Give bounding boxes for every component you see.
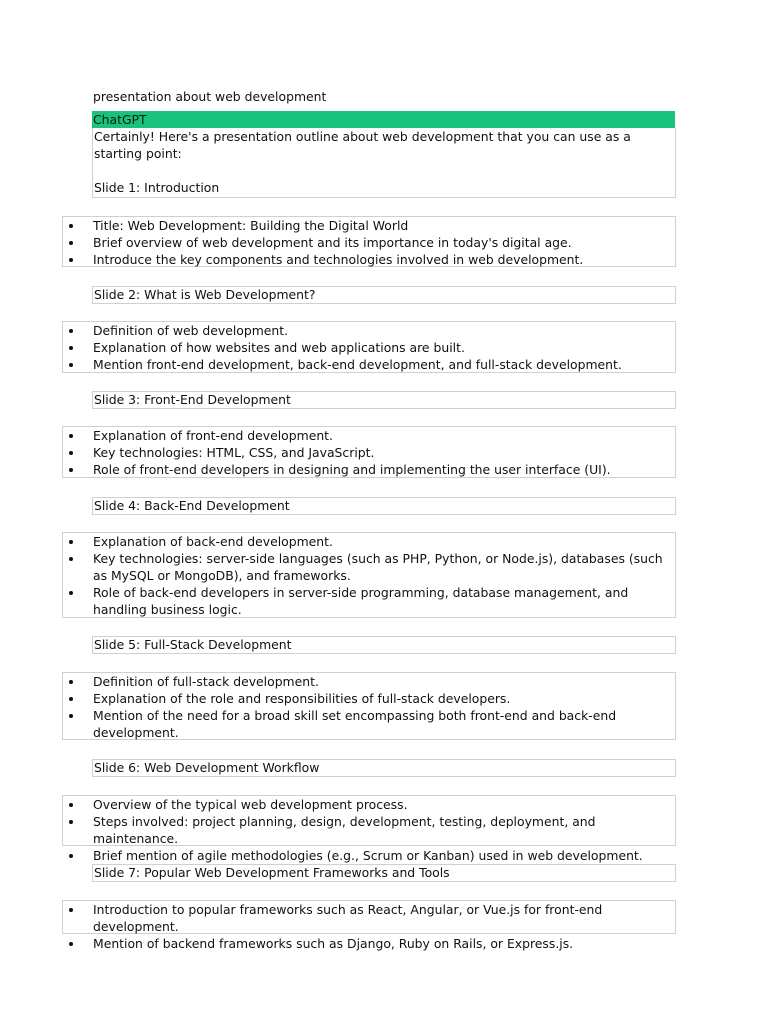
- slide-2-heading: Slide 2: What is Web Development?: [92, 286, 676, 304]
- bullet-text: Definition of full-stack development.: [93, 674, 319, 689]
- bullet-icon: [69, 258, 73, 262]
- bullet-icon: [69, 908, 73, 912]
- bullet-text: Steps involved: project planning, design, development, testing, deployment, and maintenance.: [93, 814, 596, 846]
- bullet-icon: [69, 697, 73, 701]
- bullet-text: Introduce the key components and technologies involved in web development.: [93, 252, 584, 267]
- slide-5-bullet-list: [62, 672, 676, 740]
- bullet-text: Brief overview of web development and its importance in today's digital age.: [93, 235, 572, 250]
- bullet-icon: [69, 224, 73, 228]
- slide-6-heading: Slide 6: Web Development Workflow: [92, 759, 676, 777]
- slide-7-bullet-list: [62, 900, 676, 951]
- bullet-icon: [69, 803, 73, 807]
- bullet-icon: [69, 680, 73, 684]
- bullet-text: Explanation of the role and responsibilities of full-stack developers.: [93, 691, 511, 706]
- slide-4-bullet-list: [62, 532, 676, 618]
- slide-1-heading: Slide 1: Introduction: [94, 180, 220, 195]
- list-item: [63, 251, 675, 268]
- slide-3-bullet-list: [62, 426, 676, 478]
- intro-block: [92, 128, 676, 198]
- responder-label-bar: ChatGPT: [92, 111, 675, 128]
- list-item: [63, 444, 675, 461]
- bullet-icon: [69, 854, 73, 858]
- bullet-text: Mention front-end development, back-end development, and full-stack development.: [93, 357, 622, 372]
- bullet-text: Mention of backend frameworks such as Django, Ruby on Rails, or Express.js.: [93, 936, 574, 951]
- bullet-text: Explanation of front-end development.: [93, 428, 333, 443]
- bullet-icon: [69, 714, 73, 718]
- bullet-icon: [69, 346, 73, 350]
- bullet-text: Explanation of back-end development.: [93, 534, 333, 549]
- list-item: [63, 796, 675, 813]
- bullet-text: Brief mention of agile methodologies (e.g., Scrum or Kanban) used in web development.: [93, 848, 643, 863]
- list-item: [63, 550, 675, 584]
- bullet-text: Definition of web development.: [93, 323, 289, 338]
- bullet-text: Explanation of how websites and web applications are built.: [93, 340, 465, 355]
- list-item: [63, 322, 675, 339]
- list-item: [63, 533, 675, 550]
- slide-2-bullet-list: [62, 321, 676, 373]
- bullet-icon: [69, 557, 73, 561]
- list-item: [63, 234, 675, 251]
- list-item: [63, 584, 675, 618]
- bullet-text: Key technologies: HTML, CSS, and JavaScript.: [93, 445, 375, 460]
- list-item: [63, 427, 675, 444]
- slide-7-heading: Slide 7: Popular Web Development Frameworks and Tools: [92, 864, 676, 882]
- bullet-text: Introduction to popular frameworks such as React, Angular, or Vue.js for front-end development.: [93, 902, 603, 934]
- bullet-text: Title: Web Development: Building the Digital World: [93, 218, 409, 233]
- bullet-icon: [69, 540, 73, 544]
- list-item: [63, 339, 675, 356]
- slide-5-heading: Slide 5: Full-Stack Development: [92, 636, 676, 654]
- list-item: [63, 813, 675, 847]
- bullet-icon: [69, 363, 73, 367]
- bullet-icon: [69, 451, 73, 455]
- bullet-text: Mention of the need for a broad skill set encompassing both front-end and back-end development.: [93, 708, 617, 740]
- bullet-icon: [69, 434, 73, 438]
- list-item: [63, 707, 675, 741]
- bullet-text: Role of front-end developers in designing and implementing the user interface (UI).: [93, 462, 611, 477]
- list-item: [63, 847, 675, 864]
- intro-text: Certainly! Here's a presentation outline about web development that you can use as a starting point:: [94, 129, 631, 161]
- list-item: [63, 461, 675, 478]
- bullet-icon: [69, 942, 73, 946]
- bullet-icon: [69, 241, 73, 245]
- bullet-icon: [69, 468, 73, 472]
- bullet-icon: [69, 591, 73, 595]
- user-prompt: presentation about web development: [93, 89, 327, 104]
- list-item: [63, 356, 675, 373]
- list-item: [63, 673, 675, 690]
- slide-1-bullet-list: [62, 216, 676, 267]
- bullet-text: Key technologies: server-side languages (such as PHP, Python, or Node.js), databases (such as MySQL or MongoDB), and frameworks.: [93, 551, 663, 583]
- list-item: [63, 901, 675, 935]
- list-item: [63, 690, 675, 707]
- bullet-text: Overview of the typical web development process.: [93, 797, 408, 812]
- slide-4-heading: Slide 4: Back-End Development: [92, 497, 676, 515]
- list-item: [63, 217, 675, 234]
- bullet-icon: [69, 329, 73, 333]
- list-item: [63, 935, 675, 952]
- slide-3-heading: Slide 3: Front-End Development: [92, 391, 676, 409]
- bullet-text: Role of back-end developers in server-side programming, database management, and handling business logic.: [93, 585, 629, 617]
- slide-6-bullet-list: [62, 795, 676, 863]
- bullet-icon: [69, 820, 73, 824]
